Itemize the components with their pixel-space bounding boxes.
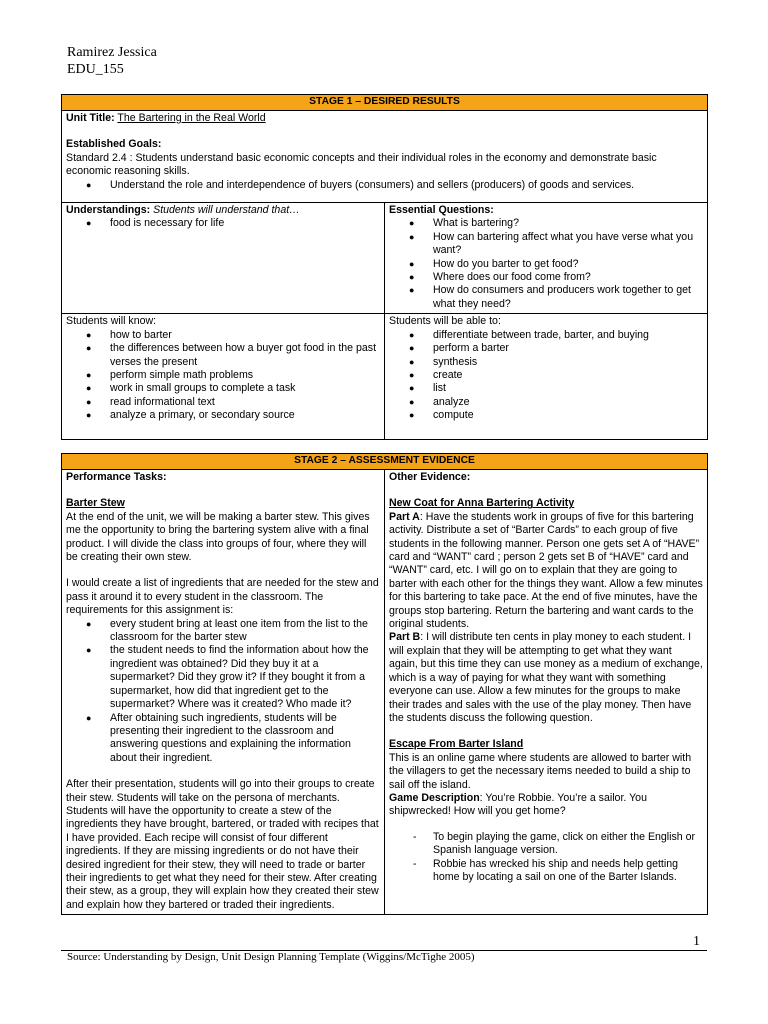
game-description (389, 792, 703, 819)
part-b-label: Part B (389, 631, 421, 644)
part-a-text: : Have the students work in groups of five for this bartering activity. Distribute a set of “Barter Cards” to each group of five students in the following manner. Person one gets set A of “HAVE” card and “WANT” card ; person 2 gets set B of “HAVE” card and “WANT” card, etc. I will go on to explain that they are going to barter with each other for the things they want. Allow a few minutes for this bartering to take pace. At the end of five minutes, have the groups stop bartering. Return the bartering and want cards to the original students. (389, 510, 703, 631)
list-item: ● work in small groups to complete a task (66, 382, 380, 395)
essential-questions-list (389, 217, 703, 311)
island-title: Escape From Barter Island (389, 738, 524, 751)
essential-questions-cell (385, 203, 708, 314)
stew-paragraph-3: After their presentation, students will go into their groups to create their stew. Students will take on the persona of merchants. Students will have the opportunity to create a stew of the ingredients they have brought, bartered, or traded with recipes that I have provided. Each recipe will consist of four different ingredients. If they are missing ingredients or do not have their desired ingredient for their stew, they will need to trade or barter their ingredients to get what they need for their stew. After creating their stew, as a group, they will explain how they created their stew and explain how they bartered or traded their ingredients. (66, 778, 379, 911)
stew-requirements (66, 618, 380, 765)
list-item: ● How do consumers and producers work together to get what they need? (389, 284, 703, 311)
unit-title-label: Unit Title: (66, 112, 115, 124)
know-list (66, 329, 380, 423)
barter-stew-title: Barter Stew (66, 497, 125, 510)
list-item: ● perform simple math problems (66, 369, 380, 382)
list-item: ● differentiate between trade, barter, and buying (389, 329, 703, 342)
understandings-cell (62, 203, 385, 314)
goal-bullets (66, 179, 703, 192)
list-item: ● Where does our food come from? (389, 271, 703, 284)
stage1-table (61, 94, 708, 440)
list-item: ● synthesis (389, 356, 703, 369)
stage2-banner: STAGE 2 – ASSESSMENT EVIDENCE (62, 454, 708, 470)
performance-tasks-cell (62, 470, 385, 915)
know-label: Students will know: (66, 315, 157, 328)
list-item: ● After obtaining such ingredients, students will be presenting their ingredient to the classroom and answering questions and explaining the information about their ingredient. (66, 712, 380, 766)
stew-paragraph-2: I would create a list of ingredients that are needed for the stew and pass it around it to every student in the classroom. The requirements for this assignment is: (66, 577, 379, 617)
goals-label: Established Goals: (66, 138, 162, 151)
standard-text: Standard 2.4 : Students understand basic economic concepts and their individual roles in the economy and demonstrate basic economic reasoning skills. (66, 151, 657, 178)
part-b (389, 631, 703, 725)
coat-activity-title: New Coat for Anna Bartering Activity (389, 497, 575, 510)
stew-paragraph-1: At the end of the unit, we will be making a barter stew. This gives me the opportunity to bring the bartering system alive with a final product. I will divide the class into groups of four, where they will be creating their own stew. (66, 510, 370, 564)
stage1-banner: STAGE 1 – DESIRED RESULTS (62, 95, 708, 111)
list-item: ● Understand the role and interdependence of buyers (consumers) and sellers (producers) of goods and services. (66, 179, 703, 192)
unit-title-row (66, 112, 703, 125)
list-item: ● the differences between how a buyer got food in the past verses the present (66, 342, 380, 369)
able-label: Students will be able to: (389, 315, 501, 328)
list-item: ● food is necessary for life (66, 217, 380, 230)
list-item: ● create (389, 369, 703, 382)
performance-label: Performance Tasks: (66, 471, 167, 483)
unit-goals-cell (62, 111, 708, 203)
island-description: This is an online game where students are allowed to barter with the villagers to get the necessary items needed to build a ship to sail off the island. (389, 751, 692, 791)
unit-title: The Bartering in the Real World (117, 112, 266, 124)
list-item: ● analyze (389, 396, 703, 409)
part-b-text: : I will distribute ten cents in play money to each student. I will explain that they will be attempting to get what they want again, but this time they can use money as a medium of exchange, which is a way of paying for what they want with something everyone can use. Allow a few minutes for the groups to make their trades and sales with the use of the play money. Then have the students discuss the following question. (389, 631, 703, 724)
source-footer: Source: Understanding by Design, Unit Design Planning Template (Wiggins/McTighe 2005) (67, 951, 475, 963)
game-steps (389, 831, 703, 885)
other-evidence-cell (385, 470, 708, 915)
part-a-label: Part A (389, 510, 420, 523)
game-desc-text: : You’re Robbie. You’re a sailor. You shipwrecked! How will you get home? (389, 791, 647, 818)
list-item: ● how to barter (66, 329, 380, 342)
student-name: Ramirez Jessica (67, 45, 157, 60)
other-evidence-label: Other Evidence: (389, 471, 471, 483)
understandings-sub: Students will understand that… (153, 204, 300, 217)
document-header (67, 44, 157, 78)
list-item: ● How do you barter to get food? (389, 258, 703, 271)
list-item: ● every student bring at least one item from the list to the classroom for the barter stew (66, 618, 380, 645)
list-item: ● the student needs to find the information about how the ingredient was obtained? Did they buy it at a supermarket? Did they grow it? If they bought it from a supermarket, how did that ingredient get to the supermarket? Where was it created? Who made it? (66, 644, 380, 711)
able-list (389, 329, 703, 423)
understandings-list (66, 217, 380, 230)
list-item: ● How can bartering affect what you have verse what you want? (389, 231, 703, 258)
eq-label: Essential Questions: (389, 204, 494, 217)
list-item: ● list (389, 382, 703, 395)
list-item: ● read informational text (66, 396, 380, 409)
list-item: ● compute (389, 409, 703, 422)
list-item: - To begin playing the game, click on either the English or Spanish language version. (389, 831, 703, 858)
page-number: 1 (693, 934, 700, 949)
part-a (389, 511, 703, 632)
course-code: EDU_155 (67, 62, 124, 77)
list-item: ● analyze a primary, or secondary source (66, 409, 380, 422)
list-item: - Robbie has wrecked his ship and needs help getting home by locating a sail on one of the Barter Islands. (389, 858, 703, 885)
list-item: ● perform a barter (389, 342, 703, 355)
game-desc-label: Game Description (389, 791, 480, 804)
list-item: ● What is bartering? (389, 217, 703, 230)
stage2-table (61, 453, 708, 915)
understandings-label: Understandings: (66, 204, 151, 217)
students-able-cell (385, 314, 708, 439)
students-know-cell (62, 314, 385, 439)
